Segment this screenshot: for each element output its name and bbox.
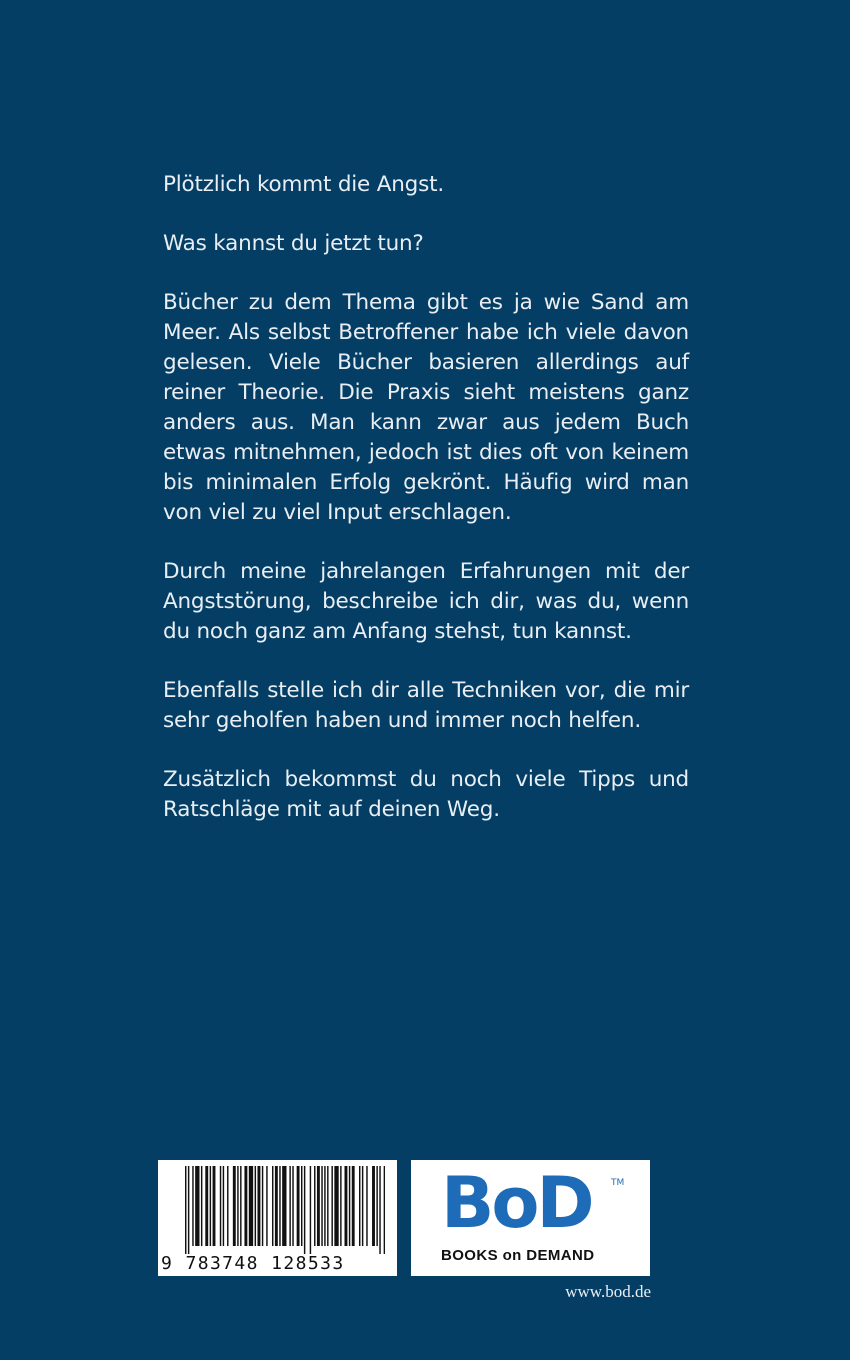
- barcode-bar: [331, 1166, 332, 1246]
- trademark-mark: TM: [611, 1178, 625, 1188]
- barcode-bar: [244, 1166, 247, 1246]
- bod-logo: BoD: [441, 1162, 592, 1244]
- barcode-bars: [185, 1166, 385, 1254]
- barcode-bar: [345, 1166, 348, 1246]
- barcode-bar: [349, 1166, 350, 1246]
- barcode-bar: [317, 1166, 320, 1246]
- barcode-bar: [334, 1166, 338, 1246]
- barcode-bar: [205, 1166, 208, 1246]
- barcode-bar: [201, 1166, 202, 1246]
- barcode-bar: [240, 1166, 241, 1246]
- barcode-bar: [304, 1166, 305, 1254]
- barcode-bar: [340, 1166, 341, 1246]
- barcode-bar: [192, 1166, 193, 1246]
- barcode-bar: [297, 1166, 300, 1246]
- publisher-logo-box: [411, 1160, 650, 1276]
- publisher-url: www.bod.de: [565, 1282, 651, 1301]
- barcode-bar: [255, 1166, 256, 1246]
- barcode-bar: [324, 1166, 325, 1246]
- barcode-bar: [262, 1166, 263, 1246]
- blurb-paragraph-2: Was kannst du jetzt tun?: [163, 231, 424, 256]
- barcode-bar: [213, 1166, 216, 1246]
- barcode-bar: [352, 1166, 355, 1246]
- barcode-bar: [275, 1166, 278, 1246]
- barcode-bar: [272, 1166, 273, 1246]
- barcode-bar: [279, 1166, 280, 1246]
- barcode-bar: [292, 1166, 293, 1246]
- barcode-bar: [366, 1166, 367, 1246]
- barcode-bar: [282, 1166, 286, 1246]
- barcode-bar: [185, 1166, 186, 1254]
- barcode-bar: [321, 1166, 322, 1246]
- back-cover-blurb: [163, 170, 689, 854]
- barcode-bar: [372, 1166, 375, 1246]
- barcode-bar: [376, 1166, 377, 1246]
- barcode-bar: [220, 1166, 221, 1246]
- barcode-bar: [237, 1166, 238, 1246]
- barcode-bar: [258, 1166, 261, 1246]
- barcode-bar: [195, 1166, 199, 1246]
- barcode-bar: [266, 1166, 267, 1246]
- barcode-bar: [289, 1166, 290, 1246]
- barcode-bar: [359, 1166, 360, 1246]
- barcode-bar: [233, 1166, 236, 1246]
- barcode-bar: [384, 1166, 385, 1254]
- barcode-bar: [223, 1166, 224, 1246]
- blurb-paragraph-1: Plötzlich kommt die Angst.: [163, 172, 444, 197]
- publisher-tagline: BOOKS on DEMAND: [441, 1247, 595, 1264]
- barcode-bar: [362, 1166, 363, 1246]
- blurb-paragraph-6: Zusätzlich bekommst du noch viele Tipps und Ratschläge mit auf deinen Weg.: [163, 767, 689, 822]
- barcode-bar: [310, 1166, 311, 1254]
- barcode-bar: [314, 1166, 315, 1246]
- isbn-digits: 9 783748 128533: [161, 1253, 345, 1274]
- barcode-bar: [379, 1166, 380, 1254]
- barcode-bar: [301, 1166, 302, 1246]
- isbn-barcode: [158, 1160, 397, 1276]
- barcode-bar: [327, 1166, 328, 1246]
- barcode-bar: [188, 1166, 189, 1254]
- blurb-paragraph-4: Durch meine jahrelangen Erfahrungen mit der Angststörung, beschreibe ich dir, was du, wenn du noch ganz am Anfang stehst, tun kannst.: [163, 559, 689, 644]
- blurb-paragraph-5: Ebenfalls stelle ich dir alle Techniken vor, die mir sehr geholfen haben und immer noch helfen.: [163, 678, 689, 733]
- barcode-bar: [249, 1166, 253, 1246]
- barcode-bar: [210, 1166, 211, 1246]
- barcode-bar: [227, 1166, 228, 1246]
- blurb-paragraph-3: Bücher zu dem Thema gibt es ja wie Sand am Meer. Als selbst Betroffener habe ich viele davon gelesen. Viele Bücher basieren allerdings auf reiner Theorie. Die Praxis sieht meistens ganz anders aus. Man kann zwar aus jedem Buch etwas mitnehmen, jedoch ist dies oft von keinem bis minimalen Erfolg gekrönt. Häufig wird man von viel zu viel Input erschlagen.: [163, 290, 689, 525]
